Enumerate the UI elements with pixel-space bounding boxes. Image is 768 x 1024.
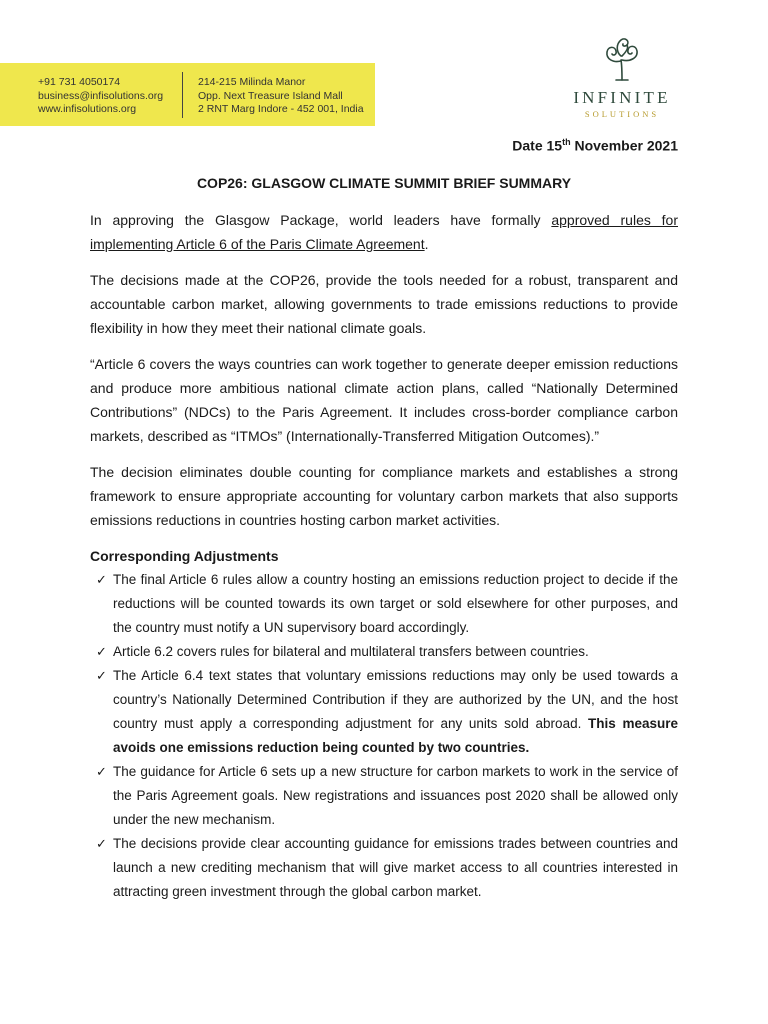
- paragraph-decisions: The decisions made at the COP26, provide the tools needed for a robust, transparent and accountable carbon market, allowing governments to trade emissions reductions to provide flexibility in how they meet their national climate goals.: [90, 272, 678, 336]
- list-item: ✓ The final Article 6 rules allow a country hosting an emissions reduction project to decide if the reductions will be counted towards its own target or sold elsewhere for other purposes, and the country must notify a UN supervisory board accordingly.: [90, 568, 678, 640]
- section-heading: Corresponding Adjustments: [90, 548, 279, 564]
- list-item: ✓ The decisions provide clear accounting guidance for emissions trades between countries and launch a new crediting mechanism that will give market access to all countries interested in attracting green investment through the global carbon market.: [90, 832, 678, 904]
- list-item: ✓ The Article 6.4 text states that voluntary emissions reductions may only be used towards a country’s Nationally Determined Contribution if they are authorized by the UN, and the host country must apply a corresponding adjustment for any units sold abroad. This measure avoids one emissions reduction being counted by two countries.: [90, 664, 678, 760]
- check-icon: ✓: [96, 572, 107, 587]
- website-address: www.infisolutions.org: [38, 103, 137, 115]
- logo-subtitle: SOLUTIONS: [584, 109, 660, 119]
- check-icon: ✓: [96, 836, 107, 851]
- check-icon: ✓: [96, 644, 107, 659]
- document-body: [90, 208, 678, 904]
- postal-address: [198, 76, 364, 117]
- intro-paragraph: In approving the Glasgow Package, world leaders have formally approved rules for implementing Article 6 of the Paris Climate Agreement.: [90, 212, 678, 252]
- paragraph-article-6-quote: “Article 6 covers the ways countries can work together to generate deeper emission reductions and produce more ambitious national climate action plans, called “Nationally Determined Contributions” (NDCs) to the Paris Agreement. It includes cross-border compliance carbon markets, described as “ITMOs” (Internationally-Transferred Mitigation Outcomes).”: [90, 356, 678, 444]
- address-line-3: 2 RNT Marg Indore - 452 001, India: [198, 103, 364, 115]
- adjustments-list: [90, 568, 678, 904]
- address-line-1: 214-215 Milinda Manor: [198, 76, 306, 88]
- company-logo: [560, 34, 684, 119]
- phone-number: +91 731 4050174: [38, 76, 121, 88]
- address-line-2: Opp. Next Treasure Island Mall: [198, 89, 343, 102]
- email-address: business@infisolutions.org: [38, 89, 164, 102]
- contact-band: [0, 63, 375, 126]
- page-title: COP26: GLASGOW CLIMATE SUMMIT BRIEF SUMMARY: [196, 175, 572, 191]
- check-icon: ✓: [96, 764, 107, 779]
- list-item: ✓ The guidance for Article 6 sets up a new structure for carbon markets to work in the service of the Paris Agreement goals. New registrations and issuances post 2020 shall be allowed only under the new mechanism.: [90, 760, 678, 832]
- article-6-link[interactable]: approved rules for implementing Article 6 of the Paris Climate Agreement: [90, 212, 678, 252]
- band-divider: [182, 72, 183, 118]
- tree-icon: [599, 34, 645, 82]
- logo-wordmark: INFINITE: [573, 88, 671, 107]
- document-date: Date 15th November 2021: [512, 137, 678, 154]
- contact-details: [38, 76, 163, 117]
- check-icon: ✓: [96, 668, 107, 683]
- paragraph-double-counting: The decision eliminates double counting for compliance markets and establishes a strong framework to ensure appropriate accounting for voluntary carbon markets that also supports emissions reductions in countries hosting carbon market activities.: [90, 464, 678, 528]
- list-item: ✓ Article 6.2 covers rules for bilateral and multilateral transfers between countries.: [90, 640, 678, 664]
